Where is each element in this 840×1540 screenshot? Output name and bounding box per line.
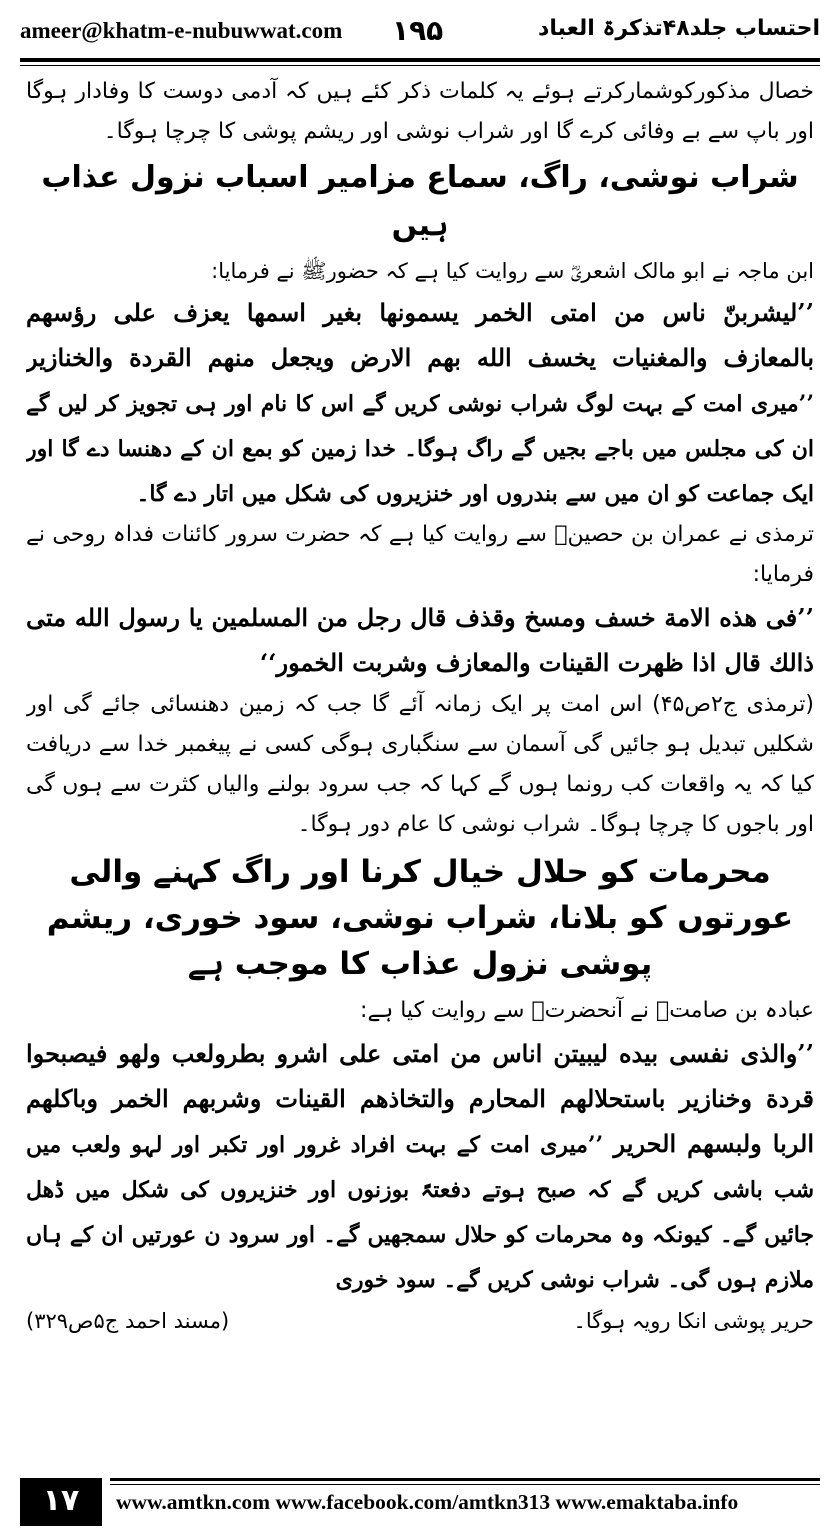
arabic-hadith-1: ’’لیشربنّ ناس من امتی الخمر یسمونها بغیر اسمها یعزف علی رؤسهم بالمعازف والمغنیات یخسف الله بهم الارض ویجعل منهم القردة والخنازیر	[26, 298, 814, 372]
urdu-translation-2: (ترمذی ج۲ص۴۵) اس امت پر ایک زمانہ آئے گا جب کہ زمین دھنسائی جائے گی اور شکلیں تبدیل ہو جائیں گی آسمان سے سنگباری ہوگی کسی نے پیغمبر خدا سے دریافت کیا کہ یہ واقعات کب رونما ہوں گے کہا کہ جب سرود بولنے والیاں کثرت سے ہوں گی اور باجوں کا چرچا ہوگا۔ شراب نوشی کا عام دور ہوگا۔	[26, 692, 814, 837]
arabic-hadith-3: ’’والذی نفسی بیده لیبیتن اناس من امتی علی اشرو بطرولعب ولهو فیصبحوا قردة وخنازیر باستحلالهم المحارم والتخاذهم القینات وشربهم الخمر وباكلهم الربا ولبسهم الحریر	[26, 1039, 814, 1158]
reference-citation: (مسند احمد ج۵ص۳۲۹)	[26, 1309, 230, 1333]
page-body	[26, 72, 814, 1467]
arabic-hadith-2: ’’فی هذه الامة خسف ومسخ وقذف قال رجل من المسلمین یا رسول الله متی ذالك قال اذا ظهرت القینات والمعازف وشربت الخمور‘‘	[26, 603, 814, 677]
section-heading-2: محرمات کو حلال خیال کرنا اور راگ کہنے والی عورتوں کو بلانا، شراب نوشی، سود خوری، ریشم پوشی نزول عذاب کا موجب ہے	[46, 854, 794, 982]
urdu-translation-3: ’’میری امت کے بہت افراد غرور اور تکبر اور لہو ولعب میں شب باشی کریں گے کہ صبح ہوتے دفعتہً بوزنوں اور خنزیروں کی شکل میں ڈھل جائیں گے۔ کیونکہ وہ محرمات کو حلال سمجھیں گے۔ اور سرود ن عورتیں ان کے ہاں ملازم ہوں گی۔ شراب نوشی کریں گے۔ سود خوری	[26, 1132, 814, 1293]
closing-text: حریر پوشی انکا رویہ ہوگا۔	[573, 1309, 814, 1333]
section-heading-1: شراب نوشی، راگ، سماع مزامیر اسباب نزول عذاب ہیں	[41, 160, 799, 243]
intro-paragraph: خصال مذکورکوشمارکرتے ہوئے یہ کلمات ذکر کئے ہیں کہ آدمی دوست کا وفادار ہوگا اور باپ سے بے وفائی کرے گا اور شراب نوشی اور ریشم پوشی کا چرچا ہوگا۔	[26, 79, 814, 144]
footer-page-number: ۱۷	[20, 1478, 102, 1526]
footer-website-links[interactable]: www.amtkn.com www.facebook.com/amtkn313 www.emaktaba.info	[116, 1490, 739, 1514]
page-footer	[20, 1478, 820, 1528]
footer-rule-thin	[110, 1484, 820, 1485]
footer-rule-thick	[110, 1478, 820, 1481]
page-header	[20, 14, 820, 54]
header-rule-thick	[20, 58, 820, 62]
header-email-link[interactable]: ameer@khatm-e-nubuwwat.com	[20, 18, 343, 43]
urdu-translation-1: ’’میری امت کے بہت لوگ شراب نوشی کریں گے اس کا نام اور ہی تجویز کر لیں گے ان کی مجلس میں باجے بجیں گے راگ ہوگا۔ خدا زمین کو بمع ان کے دھنسا دے گا اور ایک جماعت کو ان میں سے بندروں اور خنزیروں کی شکل میں اتار دے گا۔	[26, 391, 814, 507]
header-page-number: ۱۹۵	[392, 14, 444, 47]
narration-intro-ibn-majah: ابن ماجہ نے ابو مالک اشعریؓ سے روایت کیا ہے کہ حضورﷺ نے فرمایا:	[211, 259, 814, 283]
hadith-block-3	[26, 1031, 814, 1301]
header-book-title: احتساب جلد۴۸تذکرۃ العباد	[538, 16, 820, 41]
hadith-block-1	[26, 290, 814, 515]
closing-line	[26, 1301, 814, 1341]
narration-intro-tirmidhi: ترمذی نے عمران بن حصینؓ سے روایت کیا ہے کہ حضرت سرور کائنات فداہ روحی نے فرمایا:	[26, 522, 814, 587]
header-rule-thin	[20, 65, 820, 66]
narration-intro-ubada: عبادہ بن صامتؓ نے آنحضرتؐ سے روایت کیا ہے:	[360, 998, 814, 1023]
